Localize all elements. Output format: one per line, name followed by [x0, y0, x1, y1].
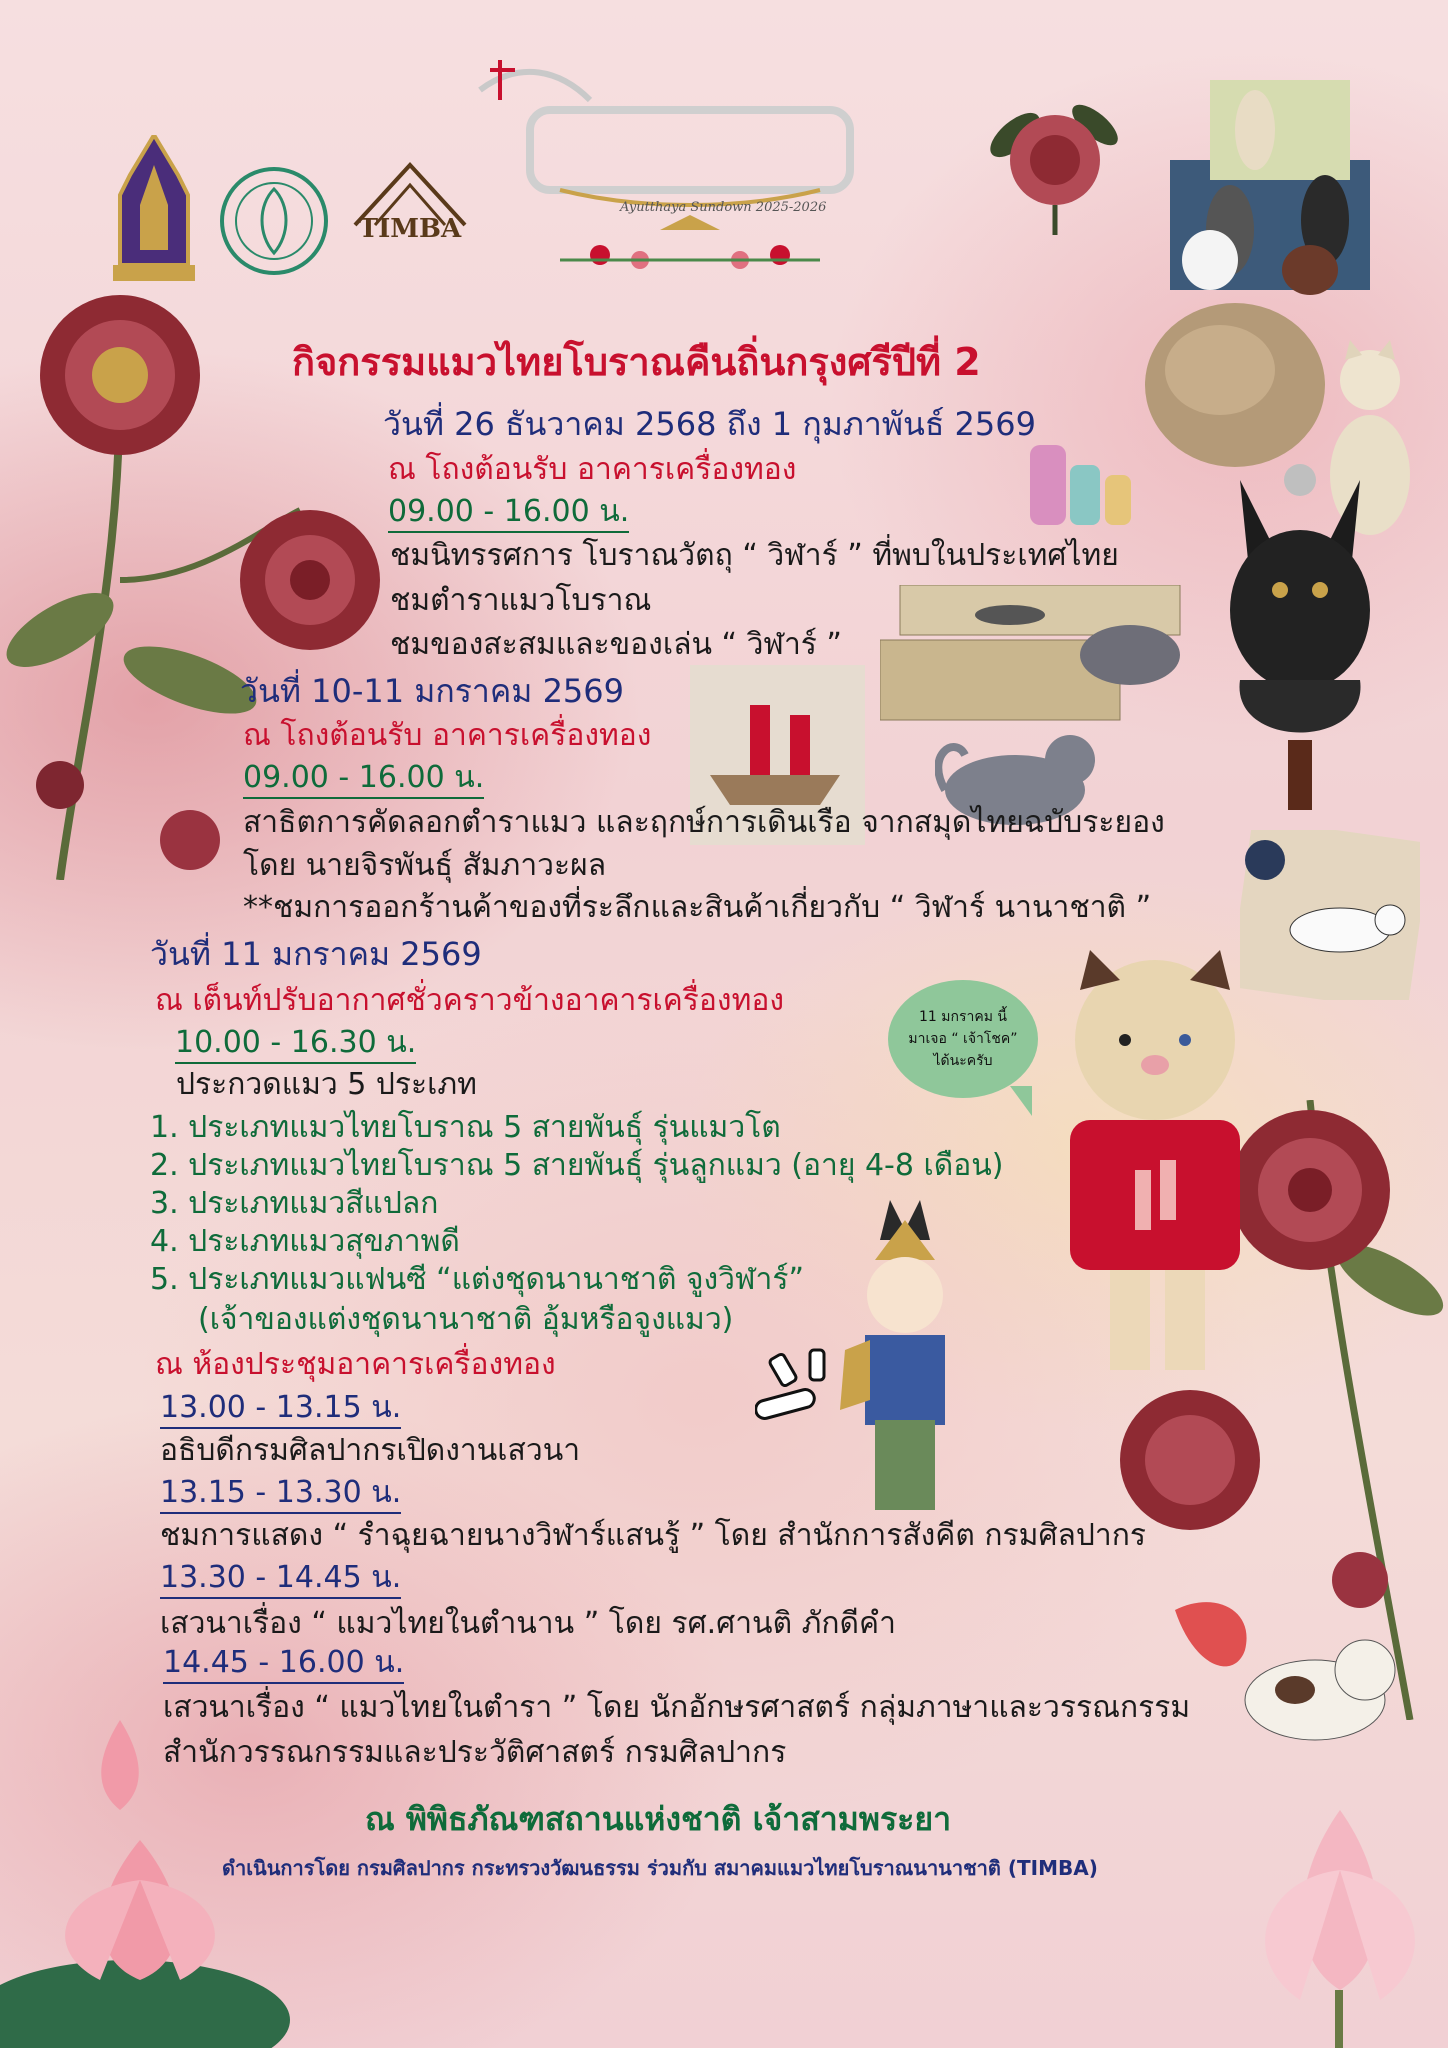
- section2-time-wrap: [243, 760, 484, 796]
- timba-logo-text: TIMBA: [358, 214, 462, 244]
- schedule-time-wrap: [160, 1560, 401, 1596]
- section2-item: โดย นายจิรพันธุ์ สัมภาวะผล: [243, 848, 607, 883]
- section3-time: 10.00 - 16.30 น.: [175, 1025, 416, 1064]
- section4-venue: ณ ห้องประชุมอาคารเครื่องทอง: [155, 1347, 556, 1382]
- black-cat-headdress-statue-photo: [1200, 460, 1400, 820]
- section1-time: 09.00 - 16.00 น.: [388, 494, 629, 533]
- event-main-logo: [440, 40, 940, 310]
- peony-icon: [40, 295, 200, 455]
- bubble-line: มาเจอ “ เจ้าโชค”: [908, 1031, 1018, 1047]
- contest-item: 4. ประเภทแมวสุขภาพดี: [150, 1224, 460, 1259]
- brand-subtitle: Ayutthaya Sundown 2025-2026: [620, 200, 827, 215]
- schedule-desc: เสวนาเรื่อง “ แมวไทยในตำนาน ” โดย รศ.ศานติ ภักดีคำ: [160, 1606, 896, 1641]
- contest-note: (เจ้าของแต่งชุดนานาชาติ อุ้มหรือจูงแมว): [198, 1302, 734, 1337]
- section3-date: วันที่ 11 มกราคม 2569: [150, 935, 482, 973]
- thai-costume-character-illustration: [830, 1200, 980, 1520]
- cat-with-fish-illustration: [1175, 1590, 1405, 1760]
- footer-organizer: ดำเนินการโดย กรมศิลปากร กระทรวงวัฒนธรรม ร่วมกับ สมาคมแมวไทยโบราณนานาชาติ (TIMBA): [222, 1856, 1098, 1880]
- schedule-time-wrap: [160, 1390, 401, 1426]
- contest-title: ประกวดแมว 5 ประเภท: [176, 1067, 477, 1102]
- schedule-desc: อธิบดีกรมศิลปากรเปิดงานเสวนา: [160, 1433, 581, 1468]
- fine-arts-department-seal-icon: [218, 165, 330, 277]
- schedule-desc: สำนักวรรณกรรมและประวัติศาสตร์ กรมศิลปากร: [163, 1735, 787, 1770]
- section2-venue: ณ โถงต้อนรับ อาคารเครื่องทอง: [243, 718, 652, 753]
- event-headline: กิจกรรมแมวไทยโบราณคืนถิ่นกรุงศรีปีที่ 2: [292, 340, 981, 384]
- schedule-time: 13.00 - 13.15 น.: [160, 1390, 401, 1429]
- schedule-time: 13.30 - 14.45 น.: [160, 1560, 401, 1599]
- section1-dates: วันที่ 26 ธันวาคม 2568 ถึง 1 กุมภาพันธ์ 2569: [383, 405, 1036, 443]
- schedule-time: 14.45 - 16.00 น.: [163, 1645, 404, 1684]
- schedule-time-wrap: [163, 1645, 404, 1681]
- section3-venue: ณ เต็นท์ปรับอากาศชั่วคราวข้างอาคารเครื่องทอง: [155, 983, 785, 1018]
- lotus-right-illustration: [1230, 1730, 1448, 2048]
- section3-time-wrap: [175, 1025, 416, 1061]
- contest-item: 3. ประเภทแมวสีแปลก: [150, 1186, 439, 1221]
- schedule-desc: เสวนาเรื่อง “ แมวไทยในตำรา ” โดย นักอักษรศาสตร์ กลุ่มภาษาและวรรณกรรม: [163, 1690, 1191, 1725]
- cat-mascot-jaochok-photo: [1040, 950, 1270, 1380]
- section1-venue: ณ โถงต้อนรับ อาคารเครื่องทอง: [388, 452, 797, 487]
- contest-item: 2. ประเภทแมวไทยโบราณ 5 สายพันธุ์ รุ่นลูกแมว (อายุ 4-8 เดือน): [150, 1148, 1004, 1183]
- schedule-time: 13.15 - 13.30 น.: [160, 1475, 401, 1514]
- bubble-line: ได้นะครับ: [933, 1053, 993, 1069]
- footer-location: ณ พิพิธภัณฑสถานแห่งชาติ เจ้าสามพระยา: [365, 1800, 952, 1838]
- schedule-time-wrap: [160, 1475, 401, 1511]
- mascot-speech-bubble: [888, 980, 1038, 1098]
- stone-artifact-photo: [1140, 300, 1330, 470]
- section1-item: ชมตำราแมวโบราณ: [390, 583, 652, 618]
- exclamation-marks-doodle: [755, 1345, 845, 1425]
- cat-figurines-photo: [1025, 440, 1135, 530]
- section1-time-wrap: [388, 494, 629, 530]
- rose-illustration: [985, 65, 1120, 235]
- bubble-line: 11 มกราคม นี้: [919, 1009, 1007, 1025]
- ayutthaya-logo-graphic: [440, 40, 940, 310]
- section1-item: ชมนิทรรศการ โบราณวัตถุ “ วิฬาร์ ” ที่พบในประเทศไทย: [390, 538, 1119, 573]
- siamese-cats-illustration: [1150, 60, 1390, 300]
- section2-dates: วันที่ 10-11 มกราคม 2569: [240, 672, 624, 710]
- contest-item: 1. ประเภทแมวไทยโบราณ 5 สายพันธุ์ รุ่นแมวโต: [150, 1110, 781, 1145]
- section2-item: สาธิตการคัดลอกตำราแมว และฤกษ์การเดินเรือ จากสมุดไทยฉบับระยอง: [243, 805, 1165, 840]
- section2-item: **ชมการออกร้านค้าของที่ระลึกและสินค้าเกี่ยวกับ “ วิฬาร์ นานาชาติ ”: [243, 890, 1152, 925]
- schedule-desc: ชมการแสดง “ รำฉุยฉายนางวิฬาร์แสนรู้ ” โดย สำนักการสังคีต กรมศิลปากร: [160, 1518, 1147, 1553]
- section2-time: 09.00 - 16.00 น.: [243, 760, 484, 799]
- contest-item: 5. ประเภทแมวแฟนซี “แต่งชุดนานาชาติ จูงวิฬาร์”: [150, 1262, 805, 1297]
- section1-item: ชมของสะสมและของเล่น “ วิฬาร์ ”: [390, 627, 842, 662]
- temple-seal-icon: [108, 135, 200, 285]
